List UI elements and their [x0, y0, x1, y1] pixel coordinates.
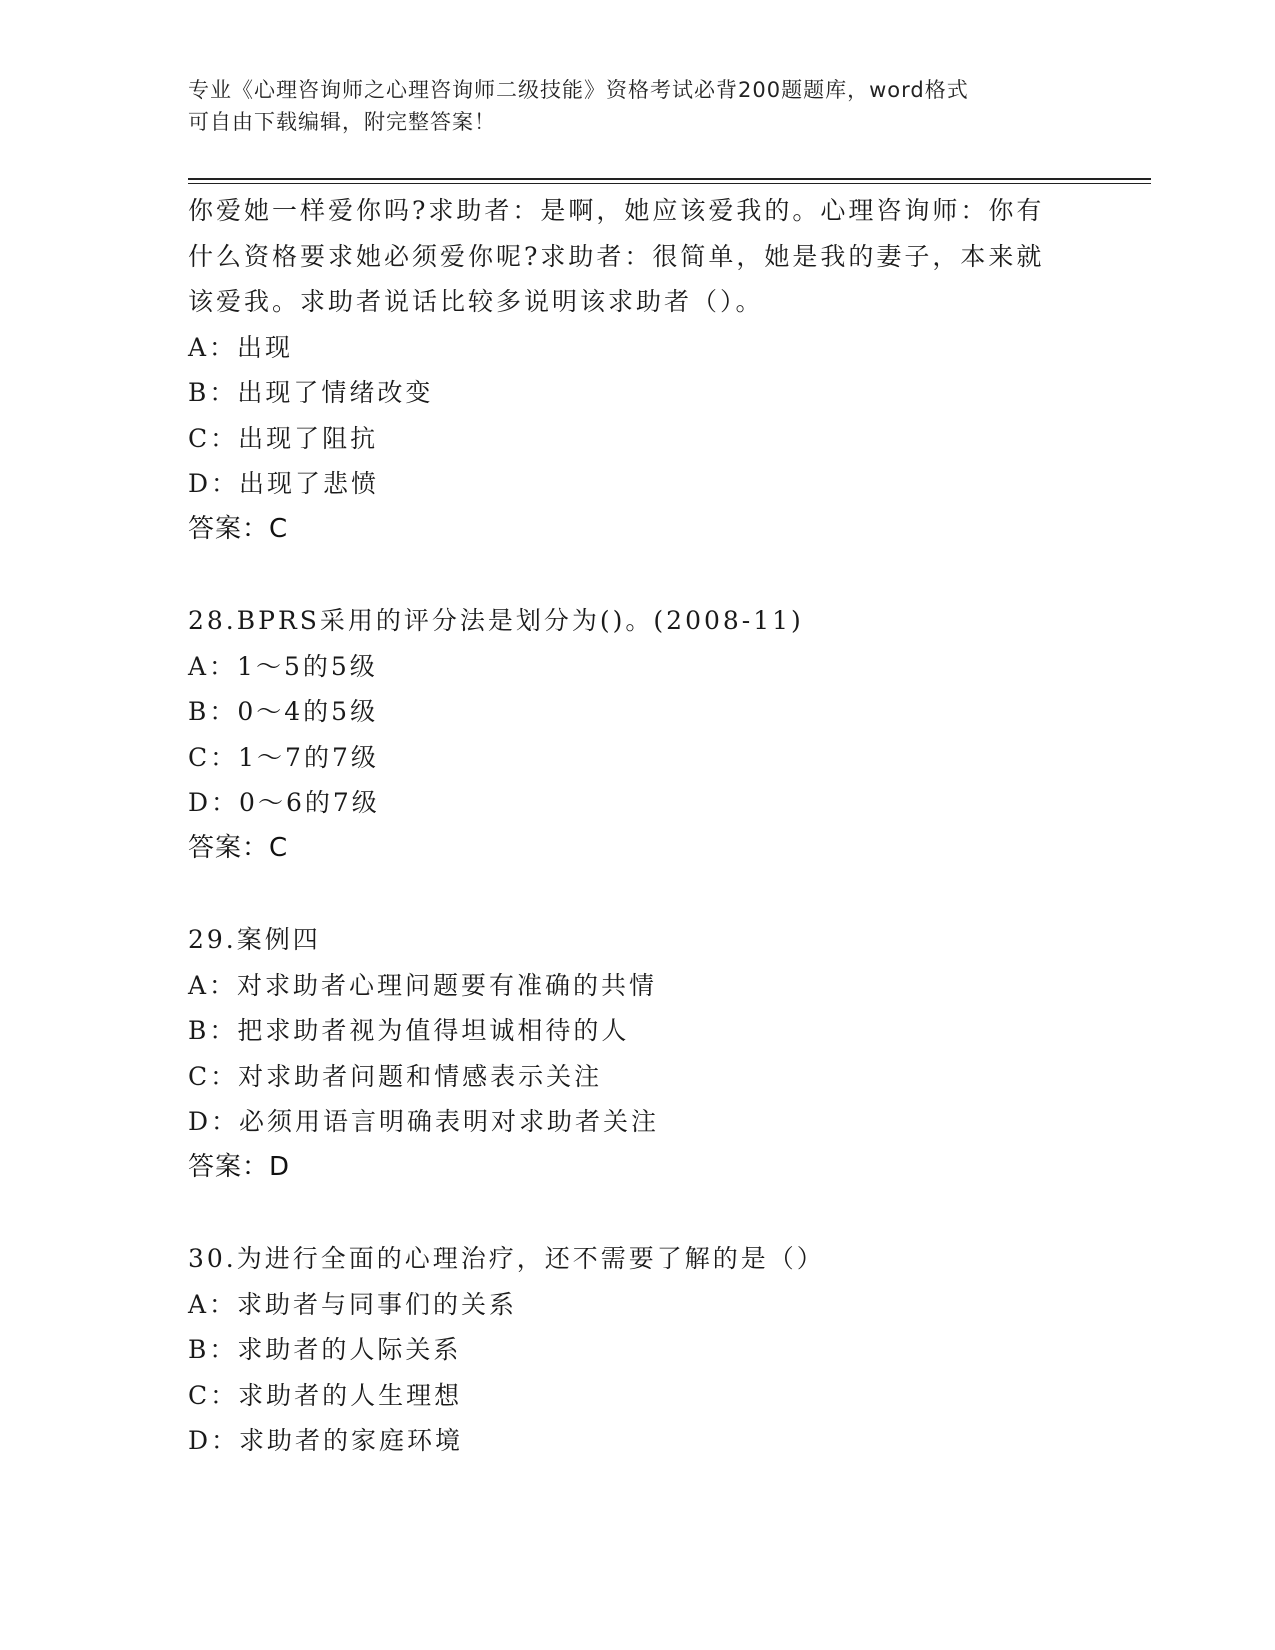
question-text-line: 你爱她一样爱你吗?求助者：是啊，她应该爱我的。心理咨询师：你有	[188, 196, 1045, 225]
spacer	[188, 871, 1088, 917]
option-a: A：出现	[188, 332, 294, 362]
header-line-1: 专业《心理咨询师之心理咨询师二级技能》资格考试必背200题题库，word格式	[188, 78, 969, 102]
question-content	[188, 188, 1088, 1464]
header-divider-thin	[188, 183, 1151, 184]
option-d: D：必须用语言明确表明对求助者关注	[188, 1107, 660, 1136]
option-b: B：0～4的5级	[188, 697, 379, 726]
answer-line: 答案：D	[188, 1151, 291, 1182]
document-header	[188, 74, 1088, 138]
header-divider-thick	[188, 178, 1151, 180]
option-d: D：求助者的家庭环境	[188, 1426, 464, 1455]
option-c: C：求助者的人生理想	[188, 1380, 463, 1410]
option-a: A：对求助者心理问题要有准确的共情	[188, 970, 658, 1000]
question-stem: 28.BPRS采用的评分法是划分为()。(2008-11)	[188, 606, 804, 635]
spacer	[188, 1190, 1088, 1236]
option-c: C：对求助者问题和情感表示关注	[188, 1061, 603, 1091]
option-b: B：出现了情绪改变	[188, 378, 434, 407]
question-stem: 29.案例四	[188, 925, 321, 954]
option-a: A：1～5的5级	[188, 651, 378, 681]
option-d: D：出现了悲愤	[188, 469, 380, 498]
question-28	[188, 598, 1088, 871]
answer-line: 答案：C	[188, 513, 289, 544]
question-text-line: 什么资格要求她必须爱你呢?求助者：很简单，她是我的妻子，本来就	[188, 241, 1045, 271]
answer-line: 答案：C	[188, 832, 289, 863]
question-27-continued	[188, 188, 1088, 552]
question-29	[188, 917, 1088, 1190]
spacer	[188, 552, 1088, 598]
option-c: C：1～7的7级	[188, 742, 379, 772]
option-d: D：0～6的7级	[188, 788, 380, 817]
question-stem: 30.为进行全面的心理治疗，还不需要了解的是（）	[188, 1244, 825, 1273]
option-c: C：出现了阻抗	[188, 423, 379, 453]
option-b: B：把求助者视为值得坦诚相待的人	[188, 1016, 630, 1045]
header-line-2: 可自由下载编辑，附完整答案！	[188, 110, 496, 134]
question-text-line: 该爱我。求助者说话比较多说明该求助者（）。	[188, 287, 764, 316]
option-b: B：求助者的人际关系	[188, 1335, 462, 1364]
question-30	[188, 1236, 1088, 1464]
option-a: A：求助者与同事们的关系	[188, 1289, 518, 1319]
